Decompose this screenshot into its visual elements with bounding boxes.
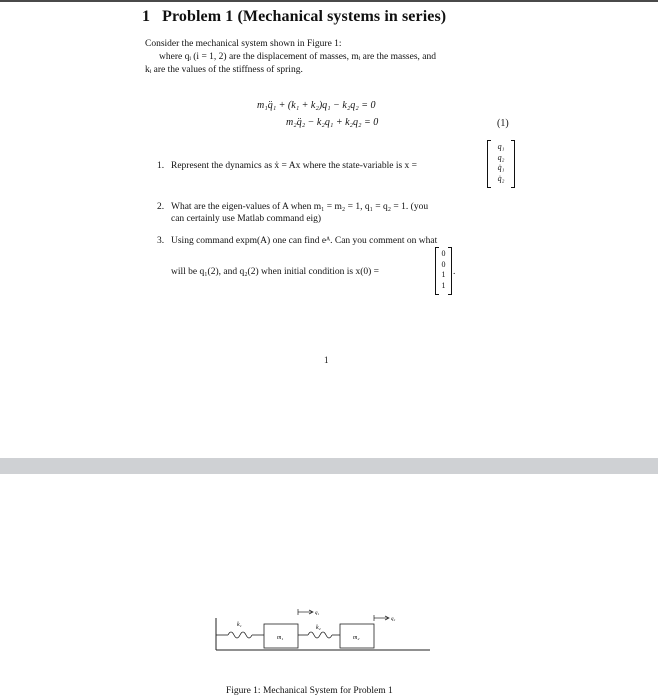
question-1-number: 1.: [157, 161, 165, 171]
equation-number: (1): [497, 118, 509, 129]
label-k2: k₂: [316, 625, 321, 631]
question-3-line-2: will be q₁(2), and q₂(2) when initial condition is x(0) =: [171, 267, 380, 277]
question-3-line-1: Using command expm(A) one can find eᴬ. Can you comment on what: [171, 236, 438, 246]
label-m1: m₁: [277, 635, 284, 641]
question-2-line-2: can certainly use Matlab command eig): [171, 214, 322, 224]
section-title-text: Problem 1 (Mechanical systems in series): [162, 8, 447, 25]
spring-k2-icon: [308, 632, 332, 638]
spring-k1-icon: [228, 632, 252, 638]
period: .: [453, 267, 456, 277]
label-q1: q₁: [315, 611, 320, 616]
question-2-line-1: What are the eigen-values of A when m₁ = m₂ = 1, q₁ = q₂ = 1. (you: [171, 202, 429, 212]
state-vector-entry: q̇₁: [497, 163, 505, 172]
state-vector-entry: q̇₂: [497, 173, 505, 183]
question-1-text: Represent the dynamics as ẋ = Ax where the state-variable is x =: [171, 161, 418, 171]
intro-line-3: kᵢ are the values of the stiffness of spring.: [145, 65, 303, 75]
section-number: 1: [142, 8, 151, 25]
question-2-number: 2.: [157, 202, 165, 212]
initial-vector-entry: 1: [441, 280, 446, 290]
intro-line-2: where qᵢ (i = 1, 2) are the displacement of masses, mᵢ are the masses, and: [159, 52, 437, 62]
initial-vector-entry: 1: [441, 270, 446, 279]
question-3-number: 3.: [157, 236, 165, 246]
intro-line-1: Consider the mechanical system shown in Figure 1:: [145, 39, 342, 49]
page-number: 1: [324, 355, 329, 365]
label-m2: m₂: [353, 635, 360, 641]
initial-vector-entry: 0: [441, 259, 446, 269]
label-k1: k₁: [237, 622, 242, 628]
figure-caption: Figure 1: Mechanical System for Problem 1: [226, 686, 393, 696]
state-vector-entry: q₁: [497, 142, 505, 151]
equation-2: m₂q̈₂ − k₂q₁ + k₂q₂ = 0: [286, 117, 379, 128]
equation-1: m₁q̈₁ + (k₁ + k₂)q₁ − k₂q₂ = 0: [257, 100, 376, 111]
label-q2: q₂: [391, 617, 396, 622]
state-vector-entry: q₂: [497, 152, 505, 162]
initial-vector-entry: 0: [441, 249, 446, 258]
